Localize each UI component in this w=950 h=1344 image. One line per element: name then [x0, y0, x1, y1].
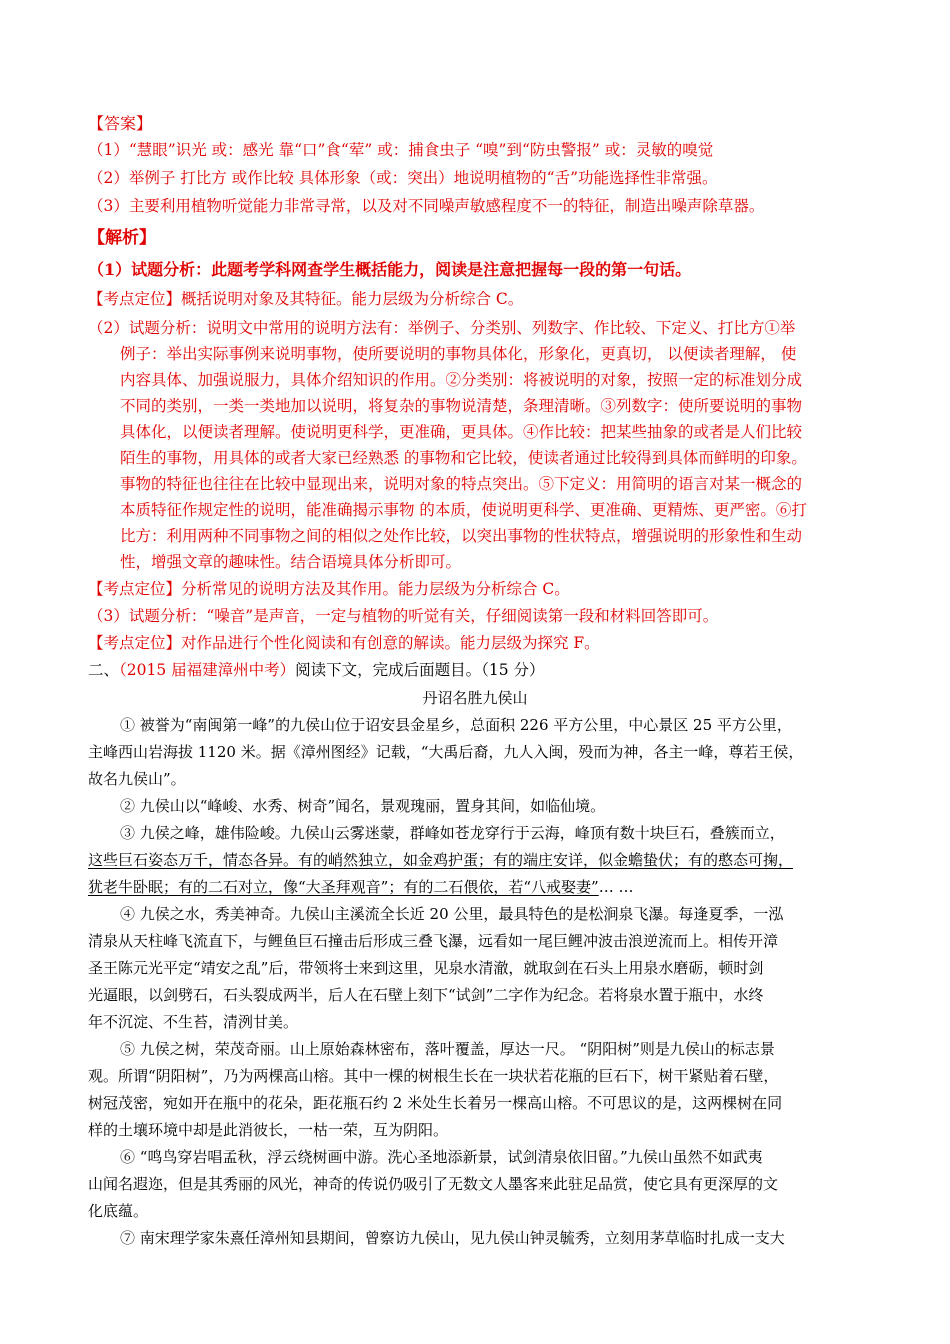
- answer-line-1: （1）“慧眼”识光 或：感光 靠“口”食“荤” 或：捕食虫子 “嗅”到“防虫警报” 或：灵敏的嗅觉: [88, 141, 714, 159]
- analysis-q1: （1）试题分析：此题考学科网查学生概括能力，阅读是注意把握每一段的第一句话。: [88, 260, 692, 279]
- article-line-6-underlined: 这些巨石姿态万千，情态各异。有的峭然独立，如金鸡护蛋；有的端庄安详，似金蟾蛰伏；有的憨态可掬，: [88, 851, 794, 869]
- answer-line-2: （2）举例子 打比方 或作比较 具体形象（或：突出）地说明植物的“舌”功能选择性非常强。: [88, 169, 718, 187]
- article-line-15: 树冠茂密，宛如开在瓶中的花朵，距花瓶石约 2 米处生长着另一棵高山榕。不可思议的是，这两棵树在同: [88, 1094, 783, 1112]
- analysis-q2-line-4: 不同的类别，一类一类地加以说明，将复杂的事物说清楚，条理清晰。③列数字：使所要说明的事物: [120, 397, 803, 415]
- analysis-q3: （3）试题分析：“噪音”是声音，一定与植物的听觉有关，仔细阅读第一段和材料回答即可。: [88, 607, 719, 625]
- article-line-7: [88, 874, 860, 901]
- article-line-16: 样的土壤环境中却是此消彼长，一枯一荣，互为阴阳。: [88, 1121, 449, 1139]
- analysis-k3: 【考点定位】对作品进行个性化阅读和有创意的解读。能力层级为探究 F。: [88, 634, 600, 652]
- analysis-q2-line-2: 例子：举出实际事例来说明事物，使所要说明的事物具体化，形象化，更真切， 以便读者理解， 使: [120, 345, 797, 363]
- analysis-k2: 【考点定位】分析常见的说明方法及其作用。能力层级为分析综合 C。: [88, 580, 570, 598]
- article-line-17: ⑥ “鸣鸟穿岩唱孟秋，浮云绕树画中游。洗心圣地添新景，试剑清泉依旧留。”九侯山虽然不如武夷: [120, 1148, 763, 1166]
- analysis-q2-line-6: 陌生的事物，用具体的或者大家已经熟悉 的事物和它比较，使读者通过比较得到具体而鲜明的印象。: [120, 449, 807, 467]
- article-line-8: ④ 九侯之水，秀美神奇。九侯山主溪流全长近 20 公里，最具特色的是松涧泉飞瀑。每逢夏季，一泓: [120, 905, 784, 923]
- article-line-4: ② 九侯山以“峰峻、水秀、树奇”闻名，景观瑰丽，置身其间，如临仙境。: [120, 797, 606, 815]
- answer-line-3: （3）主要利用植物听觉能力非常寻常，以及对不同噪声敏感程度不一的特征，制造出噪声除草器。: [88, 197, 765, 215]
- article-line-20: ⑦ 南宋理学家朱熹任漳州知县期间，曾察访九侯山，见九侯山钟灵毓秀，立刻用茅草临时扎成一支大: [120, 1229, 785, 1247]
- article-line-12: 年不沉淀、不生苔，清洌甘美。: [88, 1013, 299, 1031]
- article-line-18: 山闻名遐迩，但是其秀丽的风光，神奇的传说仍吸引了无数文人墨客来此驻足品赏，使它具有更深厚的文: [88, 1175, 779, 1193]
- analysis-q2-line-5: 具体化，以便读者理解。使说明更科学，更准确，更具体。④作比较：把某些抽象的或者是人们比较: [120, 423, 803, 441]
- analysis-q2-line-7: 事物的特征也往往在比较中显现出来，说明对象的特点突出。⑤下定义：用简明的语言对某一概念的: [120, 475, 803, 493]
- answer-heading: 【答案】: [88, 114, 153, 133]
- article-line-11: 光逼眼，以剑劈石，石头裂成两半，后人在石壁上刻下“试剑”二字作为纪念。若将泉水置于瓶中，水终: [88, 986, 764, 1004]
- section-2-source: （2015 届福建漳州中考）: [119, 661, 296, 679]
- analysis-heading: 【解析】: [88, 228, 156, 248]
- analysis-q2-line-9: 比方：利用两种不同事物之间的相似之处作比较，以突出事物的性状特点，增强说明的形象性和生动: [120, 527, 803, 545]
- analysis-q2-line-10: 性，增强文章的趣味性。结合语境具体分析即可。: [120, 553, 462, 571]
- article-line-9: 清泉从天柱峰飞流直下，与鲤鱼巨石撞击后形成三叠飞瀑，远看如一尾巨鲤冲波击浪逆流而上。相传开漳: [88, 932, 779, 950]
- article-line-10: 圣王陈元光平定“靖安之乱”后，带领将士来到这里，见泉水清澈，就取剑在石头上用泉水磨砺，顿时剑: [88, 959, 764, 977]
- section-2-prefix: 二、: [88, 661, 120, 679]
- section-2-header: [88, 658, 878, 682]
- article-line-19: 化底蕴。: [88, 1202, 149, 1220]
- article-line-14: 观。所谓“阴阳树”，乃为两棵高山榕。其中一棵的树根生长在一块状若花瓶的巨石下，树干紧贴着石壁，: [88, 1067, 779, 1085]
- section-2-instruction: 阅读下文，完成后面题目。（15 分）: [295, 661, 545, 679]
- article-line-5: ③ 九侯之峰，雄伟险峻。九侯山云雾迷蒙，群峰如苍龙穿行于云海，峰顶有数十块巨石，叠簇而立，: [120, 824, 785, 842]
- article-line-2: 主峰西山岩海拔 1120 米。据《漳州图经》记载，“大禹后裔，九人入闽，殁而为神，各主一峰，尊若王侯，: [88, 743, 804, 761]
- article-line-3: 故名九侯山”。: [88, 770, 186, 788]
- article-title: 丹诏名胜九侯山: [422, 689, 528, 707]
- analysis-q2-line-8: 本质特征作规定性的说明，能准确揭示事物 的本质，使说明更科学、更准确、更精炼、更严密。⑥打: [120, 501, 807, 519]
- article-line-13: ⑤ 九侯之树，荣茂奇丽。山上原始森林密布，落叶覆盖，厚达一尺。 “阴阳树”则是九侯山的标志景: [120, 1040, 775, 1058]
- article-line-1: ① 被誉为“南闽第一峰”的九侯山位于诏安县金星乡，总面积 226 平方公里，中心景区 25 平方公里，: [120, 716, 792, 734]
- analysis-q2-line-1: （2）试题分析：说明文中常用的说明方法有：举例子、分类别、列数字、作比较、下定义、打比方①举: [88, 319, 796, 337]
- analysis-q2-line-3: 内容具体、加强说服力，具体介绍知识的作用。②分类别：将被说明的对象，按照一定的标准划分成: [120, 371, 803, 389]
- article-line-7-underlined: 犹老牛卧眠；有的二石对立，像“大圣拜观音”；有的二石偎依，若“八戒娶妻”: [88, 878, 599, 896]
- analysis-k1: 【考点定位】概括说明对象及其特征。能力层级为分析综合 C。: [88, 290, 524, 308]
- article-ellipsis: … …: [598, 878, 634, 896]
